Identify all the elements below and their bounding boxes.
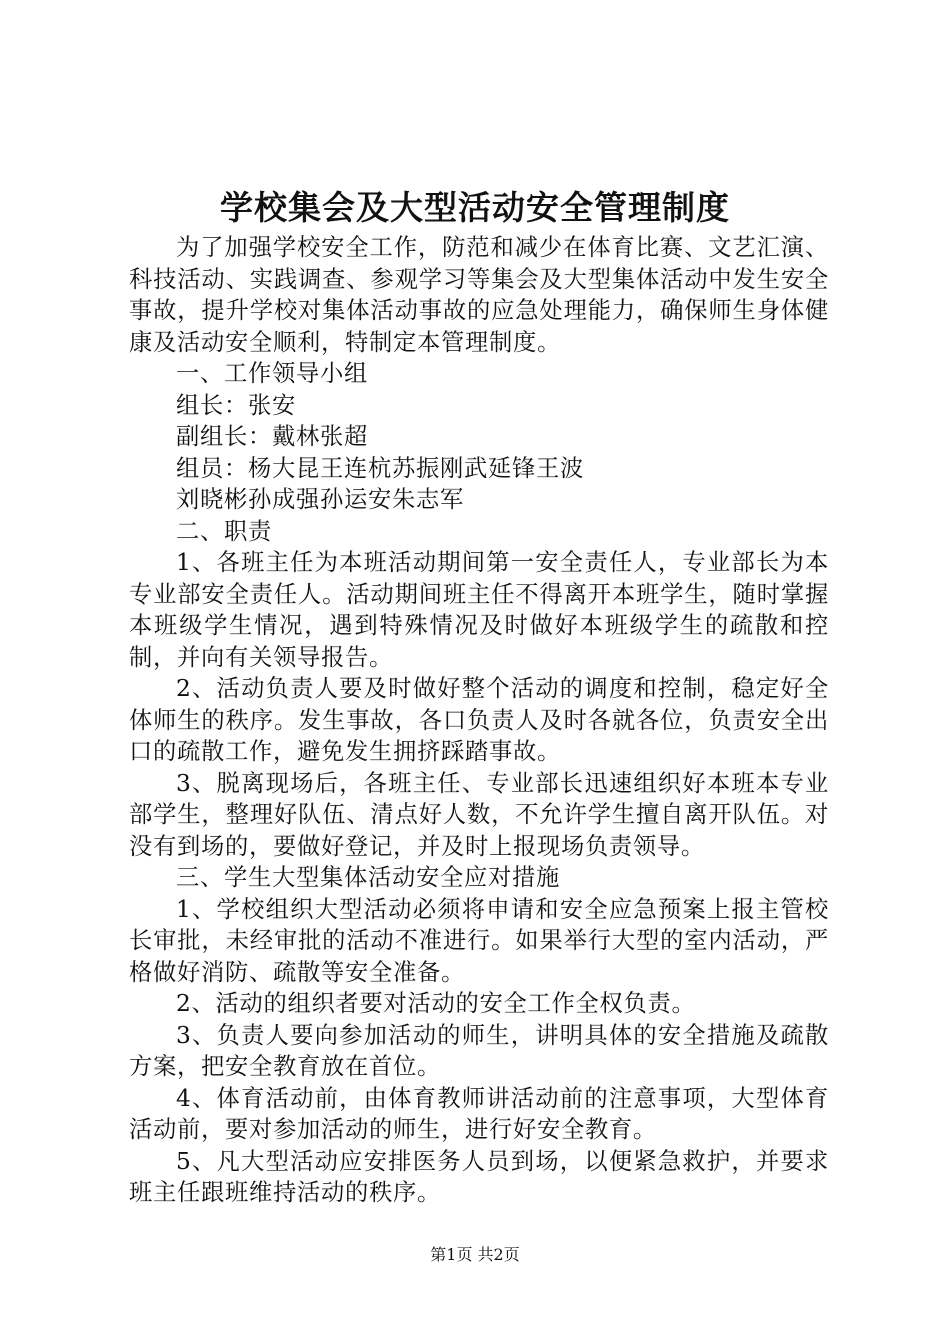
measure-item-2: 2、活动的组织者要对活动的安全工作全权负责。 (176, 990, 696, 1017)
deputy-leader-line: 副组长：戴林张超 (176, 423, 368, 450)
duty-item-3: 3、脱离现场后，各班主任、专业部长迅速组织好本班本专业部学生，整理好队伍、清点好人数，不允许学生擅自离开队伍。对没有到场的，要做好登记，并及时上报现场负责领导。 (129, 769, 829, 860)
section-heading-leadership-group: 一、工作领导小组 (176, 360, 368, 387)
members-line: 组员：杨大昆王连杭苏振刚武延锋王波 (176, 454, 584, 482)
page-footer: 第1页 共2页 (430, 1245, 520, 1264)
duty-item-2: 2、活动负责人要及时做好整个活动的调度和控制，稳定好全体师生的秩序。发生事故，各口负责人及时各就各位，负责安全出口的疏散工作，避免发生拥挤踩踏事故。 (129, 675, 829, 765)
section-heading-duties: 二、职责 (176, 517, 272, 545)
document-body (129, 232, 829, 1209)
measure-item-5: 5、凡大型活动应安排医务人员到场，以便紧急救护，并要求班主任跟班维持活动的秩序。 (129, 1147, 829, 1206)
intro-paragraph: 为了加强学校安全工作，防范和减少在体育比赛、文艺汇演、科技活动、实践调查、参观学习等集会及大型集体活动中发生安全事故，提升学校对集体活动事故的应急处理能力，确保师生身体健康及活动安全顺利，特制定本管理制度。 (129, 234, 829, 356)
measure-item-3: 3、负责人要向参加活动的师生，讲明具体的安全措施及疏散方案，把安全教育放在首位。 (129, 1021, 829, 1080)
section-heading-measures: 三、学生大型集体活动安全应对措施 (176, 864, 560, 891)
members-line-continued: 刘晓彬孙成强孙运安朱志军 (176, 486, 464, 513)
duty-item-1: 1、各班主任为本班活动期间第一安全责任人，专业部长为本专业部安全责任人。活动期间班主任不得离开本班学生，随时掌握本班级学生情况，遇到特殊情况及时做好本班级学生的疏散和控制，并向有关领导报告。 (129, 549, 829, 671)
group-leader-line: 组长：张安 (176, 391, 296, 419)
measure-item-4: 4、体育活动前，由体育教师讲活动前的注意事项，大型体育活动前，要对参加活动的师生，进行好安全教育。 (129, 1084, 829, 1143)
document-title: 学校集会及大型活动安全管理制度 (220, 188, 730, 227)
measure-item-1: 1、学校组织大型活动必须将申请和安全应急预案上报主管校长审批，未经审批的活动不准进行。如果举行大型的室内活动，严格做好消防、疏散等安全准备。 (129, 895, 829, 986)
